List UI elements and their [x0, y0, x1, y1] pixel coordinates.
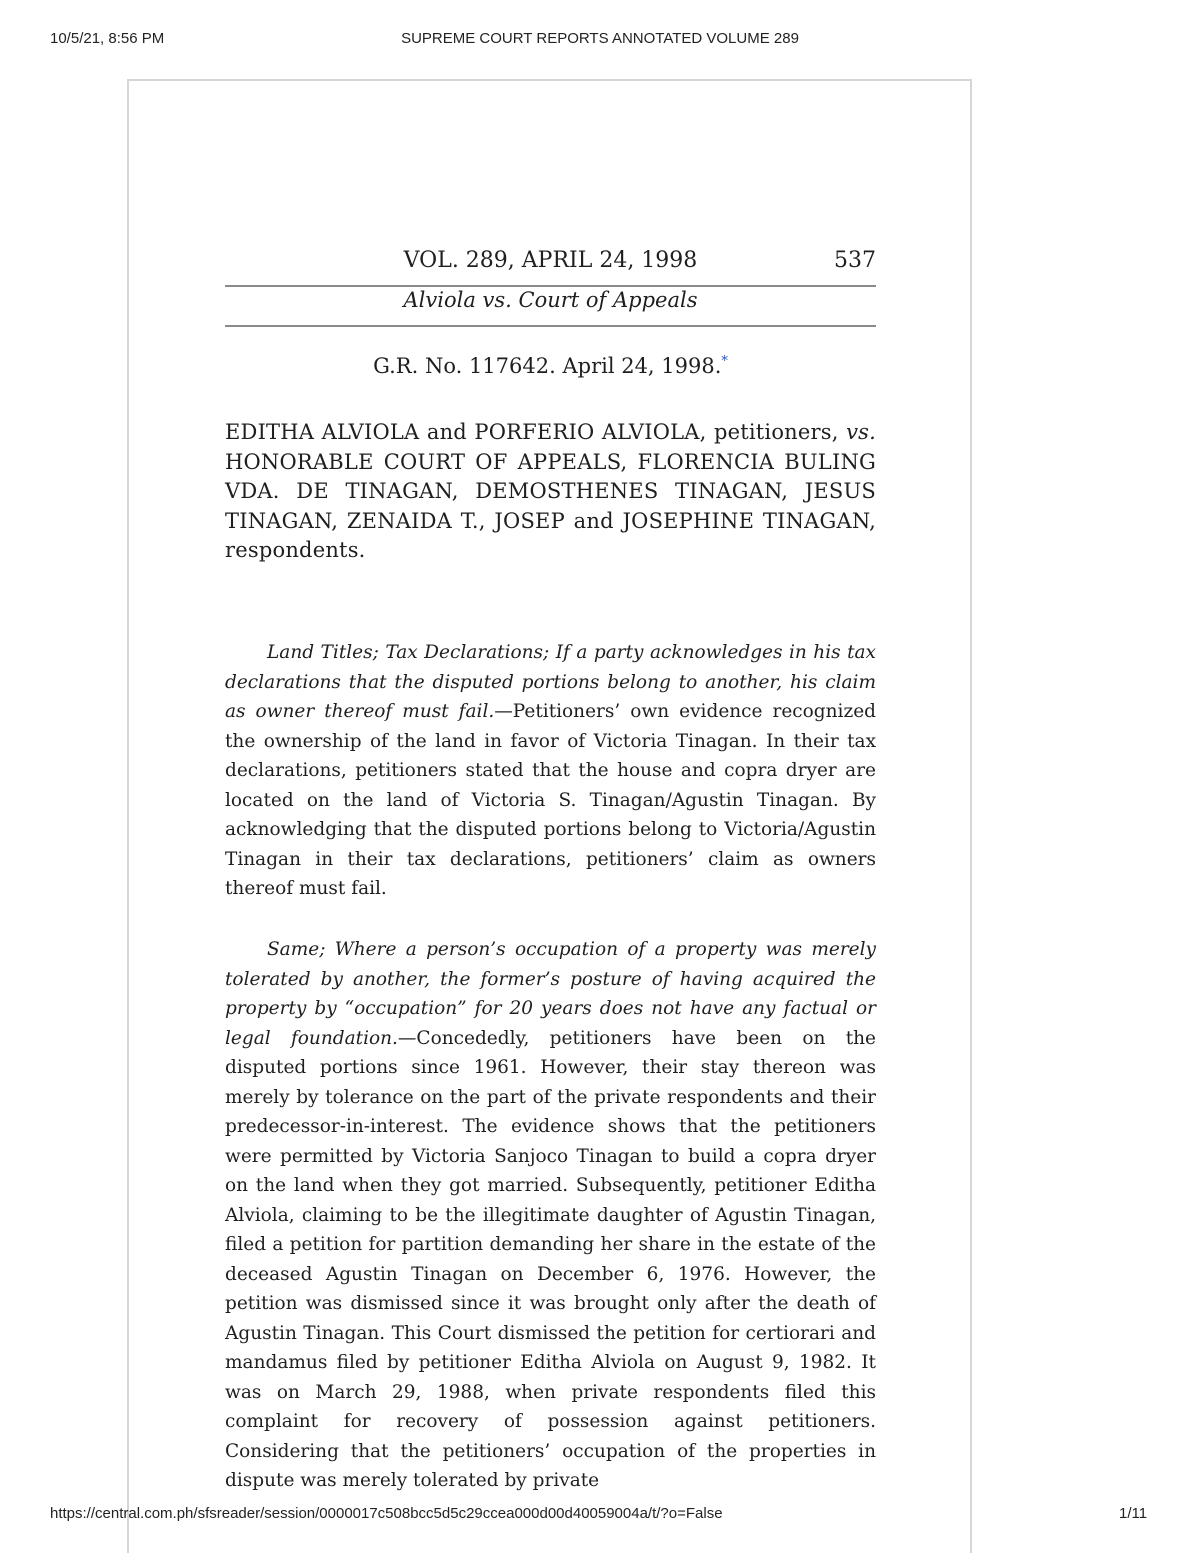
- case-title: Alviola vs. Court of Appeals: [403, 288, 698, 312]
- page-number: 537: [834, 248, 876, 273]
- volume-line: VOL. 289, APRIL 24, 1998: [403, 248, 698, 273]
- print-footer-page: 1/11: [1119, 1505, 1148, 1522]
- parties-vs: vs.: [846, 420, 876, 444]
- gr-number: [225, 354, 876, 378]
- parties-block: [225, 418, 876, 566]
- syllabus-1-body: —Petitioners’ own evidence recognized the ownership of the land in favor of Victoria Tinagan. In their tax declarations, petitioners stated that the house and copra dryer are located on the land of Victoria S. Tinagan/Agustin Tinagan. By acknowledging that the disputed portions belong to Victoria/Agustin Tinagan in their tax declarations, petitioners’ claim as owners thereof must fail.: [225, 701, 876, 899]
- gr-number-text: G.R. No. 117642. April 24, 1998.: [373, 354, 722, 378]
- syllabus-paragraph-2: [225, 935, 876, 1496]
- header-rule-bottom: [225, 325, 876, 327]
- syllabus-paragraph-1: [225, 638, 876, 904]
- syllabus-2-headnote: Same; Where a person’s occupation of a property was merely tolerated by another, the former’s posture of having acquired the property by “occupation” for 20 years does not have any factual or legal foundation.: [225, 939, 876, 1049]
- parties-petitioners: EDITHA ALVIOLA and PORFERIO ALVIOLA, petitioners,: [225, 420, 847, 444]
- print-header-title: SUPREME COURT REPORTS ANNOTATED VOLUME 289: [401, 30, 799, 47]
- print-footer-url: https://central.com.ph/sfsreader/session/0000017c508bcc5d5c29ccea000d00d40059004a/t/?o=False: [50, 1505, 723, 1522]
- footnote-link[interactable]: *: [721, 354, 728, 369]
- syllabus-1-headnote: Land Titles; Tax Declarations; If a party acknowledges in his tax declarations that the disputed portions belong to another, his claim as owner thereof must fail.: [225, 642, 876, 722]
- header-rule-top: [225, 285, 876, 287]
- syllabus-2-body: —Concededly, petitioners have been on the disputed portions since 1961. However, their stay thereon was merely by tolerance on the part of the private respondents and their predecessor-in-interest. The evidence shows that the petitioners were permitted by Victoria Sanjoco Tinagan to build a copra dryer on the land when they got married. Subsequently, petitioner Editha Alviola, claiming to be the illegitimate daughter of Agustin Tinagan, filed a petition for partition demanding her share in the estate of the deceased Agustin Tinagan on December 6, 1976. However, the petition was dismissed since it was brought only after the death of Agustin Tinagan. This Court dismissed the petition for certiorari and mandamus filed by petitioner Editha Alviola on August 9, 1982. It was on March 29, 1988, when private respondents filed this complaint for recovery of possession against petitioners. Considering that the petitioners’ occupation of the properties in dispute was merely tolerated by private: [225, 1027, 876, 1491]
- running-header: [225, 248, 876, 278]
- print-datetime: 10/5/21, 8:56 PM: [50, 30, 165, 47]
- parties-respondents: HONORABLE COURT OF APPEALS, FLORENCIA BULING VDA. DE TINAGAN, DEMOSTHENES TINAGAN, JESUS TINAGAN, ZENAIDA T., JOSEP and JOSEPHINE TINAGAN, respondents.: [225, 449, 876, 562]
